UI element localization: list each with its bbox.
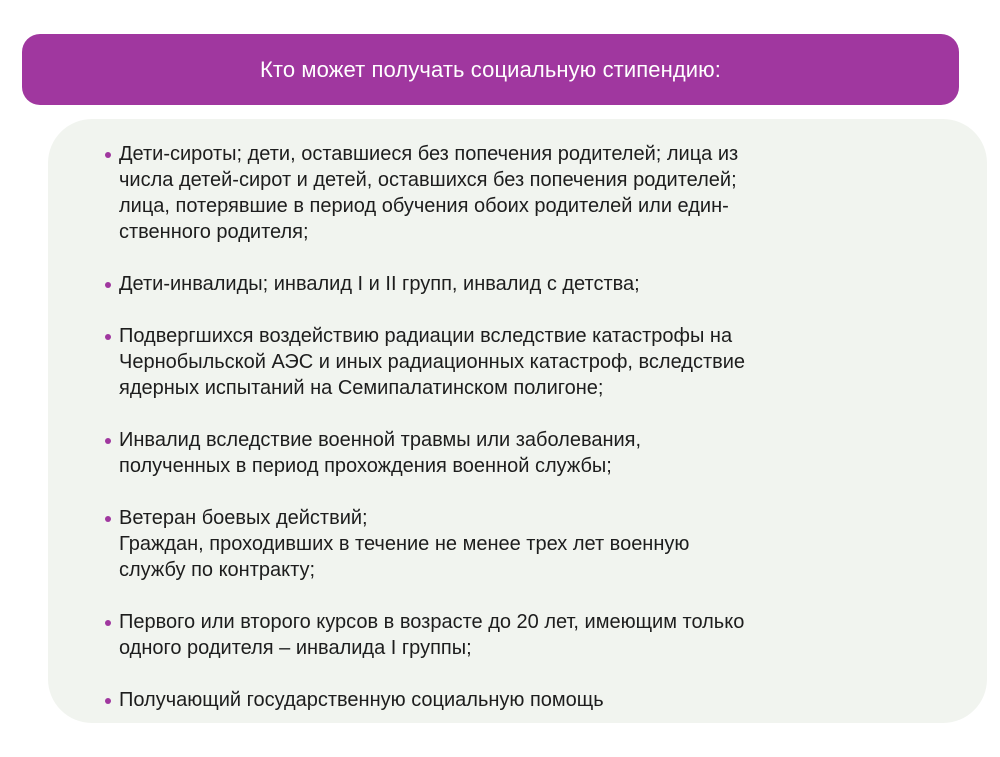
list-item-line: Чернобыльской АЭС и иных радиационных катастроф, вследствие — [119, 351, 746, 373]
list-item-line: службу по контракту; — [119, 559, 316, 581]
list-item-line: ственного родителя; — [119, 221, 309, 243]
list-item — [105, 271, 947, 297]
list-item-line: Граждан, проходивших в течение не менее трех лет военную — [119, 533, 690, 555]
bullet-dot-icon — [105, 698, 111, 704]
list-item-line: Подвергшихся воздействию радиации вследствие катастрофы на — [119, 325, 733, 347]
list-item — [105, 687, 947, 713]
bullet-dot-icon — [105, 516, 111, 522]
list-item-line: полученных в период прохождения военной службы; — [119, 455, 612, 477]
bullet-dot-icon — [105, 438, 111, 444]
list-item-line: ядерных испытаний на Семипалатинском полигоне; — [119, 377, 604, 399]
list-item-line: лица, потерявшие в период обучения обоих родителей или един- — [119, 195, 729, 217]
eligibility-list — [105, 141, 947, 713]
eligibility-card — [48, 119, 987, 723]
bullet-dot-icon — [105, 334, 111, 340]
list-item — [105, 609, 947, 661]
bullet-dot-icon — [105, 152, 111, 158]
bullet-dot-icon — [105, 282, 111, 288]
list-item — [105, 427, 947, 479]
page-title: Кто может получать социальную стипендию: — [260, 56, 721, 82]
bullet-dot-icon — [105, 620, 111, 626]
list-item-line: одного родителя – инвалида I группы; — [119, 637, 472, 659]
list-item-line: Дети-сироты; дети, оставшиеся без попечения родителей; лица из — [119, 143, 739, 165]
list-item — [105, 323, 947, 401]
list-item-line: Дети-инвалиды; инвалид I и II групп, инвалид с детства; — [119, 273, 640, 295]
list-item — [105, 141, 947, 245]
list-item-line: Получающий государственную социальную помощь — [119, 689, 604, 711]
title-banner — [22, 34, 959, 105]
list-item-line: числа детей-сирот и детей, оставшихся без попечения родителей; — [119, 169, 737, 191]
list-item — [105, 505, 947, 583]
list-item-line: Ветеран боевых действий; — [119, 507, 368, 529]
list-item-line: Первого или второго курсов в возрасте до 20 лет, имеющим только — [119, 611, 745, 633]
list-item-line: Инвалид вследствие военной травмы или заболевания, — [119, 429, 642, 451]
